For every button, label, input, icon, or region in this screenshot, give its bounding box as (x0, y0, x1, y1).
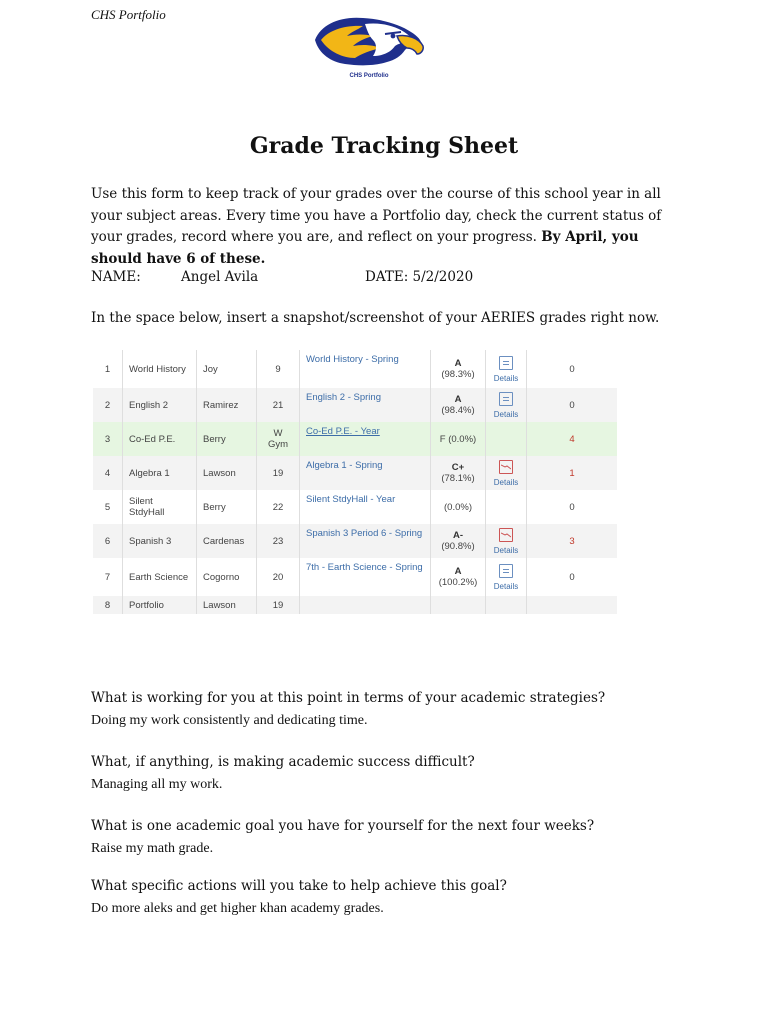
room-cell: 9 (257, 350, 300, 388)
details-link[interactable]: Details (493, 545, 519, 555)
room-cell: 21 (257, 388, 300, 422)
room-cell: 22 (257, 490, 300, 524)
missing-count-cell: 0 (569, 399, 575, 411)
reflection-question: What specific actions will you take to help achieve this goal? (91, 878, 507, 894)
grade-row (93, 558, 617, 596)
gradebook-link[interactable]: Co-Ed P.E. - Year (300, 422, 431, 456)
grade-percent: (78.1%) (441, 473, 475, 484)
mark-cell (431, 422, 486, 456)
grade-letter: A (454, 394, 462, 405)
eagle-logo (311, 10, 427, 80)
logo-caption: CHS Portfolio (349, 73, 389, 79)
screenshot-instruction: In the space below, insert a snapshot/screenshot of your AERIES grades right now. (91, 310, 660, 326)
teacher-cell: Ramirez (197, 388, 257, 422)
details-cell[interactable] (486, 456, 527, 490)
grade-row (93, 596, 617, 614)
missing-count-cell: 3 (569, 535, 575, 547)
gradebook-link[interactable]: Silent StdyHall - Year (300, 490, 431, 524)
teacher-cell: Lawson (197, 596, 257, 614)
teacher-cell: Berry (197, 490, 257, 524)
grade-percent: (0.0%) (444, 501, 472, 513)
course-cell: Algebra 1 (123, 456, 197, 490)
period-cell: 8 (93, 596, 123, 614)
reflection-item (91, 816, 594, 859)
mark-cell (431, 524, 486, 558)
mark-cell (431, 490, 486, 524)
grade-letter: A- (452, 530, 464, 541)
details-cell[interactable] (486, 350, 527, 388)
details-link[interactable]: Details (493, 477, 519, 487)
student-name: Angel Avila (181, 269, 259, 285)
grade-row (93, 524, 617, 558)
room-cell: W Gym (257, 422, 300, 456)
period-cell: 3 (93, 422, 123, 456)
room-cell: 20 (257, 558, 300, 596)
grade-percent: F (0.0%) (439, 433, 477, 445)
course-cell: Earth Science (123, 558, 197, 596)
eagle-logo-graphic (311, 10, 427, 80)
mark-cell (431, 558, 486, 596)
reflection-question: What is one academic goal you have for yourself for the next four weeks? (91, 818, 595, 834)
details-link[interactable]: Details (493, 373, 519, 383)
details-chart-icon[interactable] (499, 528, 513, 542)
intro-bold-text: By April, you should have 6 of these. (91, 229, 639, 267)
mark-cell (431, 388, 486, 422)
period-cell: 6 (93, 524, 123, 558)
reflection-item (91, 876, 507, 919)
date-label: DATE: 5/2/2020 (365, 269, 474, 285)
details-cell[interactable] (486, 388, 527, 422)
missing-count-cell: 0 (569, 363, 575, 375)
teacher-cell: Cogorno (197, 558, 257, 596)
mark-cell (431, 596, 486, 614)
course-cell: Silent StdyHall (123, 490, 197, 524)
details-doc-icon[interactable] (499, 356, 513, 370)
details-cell (486, 422, 527, 456)
details-doc-icon[interactable] (499, 564, 513, 578)
missing-count-cell: 1 (569, 467, 575, 479)
period-cell: 7 (93, 558, 123, 596)
mark-cell (431, 350, 486, 388)
details-link[interactable]: Details (493, 581, 519, 591)
grade-row (93, 388, 617, 422)
details-cell[interactable] (486, 558, 527, 596)
teacher-cell: Berry (197, 422, 257, 456)
period-cell: 2 (93, 388, 123, 422)
details-cell[interactable] (486, 524, 527, 558)
period-cell: 5 (93, 490, 123, 524)
reflection-question: What is working for you at this point in terms of your academic strategies? (91, 690, 606, 706)
grade-row (93, 350, 617, 388)
name-label: NAME: (91, 269, 141, 285)
reflection-answer: Doing my work consistently and dedicating time. (91, 712, 368, 728)
gradebook-link[interactable]: Spanish 3 Period 6 - Spring (300, 524, 431, 558)
gradebook-link[interactable]: Algebra 1 - Spring (300, 456, 431, 490)
room-cell: 23 (257, 524, 300, 558)
gradebook-link[interactable]: World History - Spring (300, 350, 431, 388)
grade-percent: (98.3%) (441, 369, 475, 380)
details-doc-icon[interactable] (499, 392, 513, 406)
intro-text: Use this form to keep track of your grades over the course of this school year in all your subject areas. Every time you have a Portfolio day, check the current status of your grades, record where you are, and reflect on your progress. (91, 186, 662, 245)
grade-row (93, 456, 617, 490)
grade-percent: (90.8%) (441, 541, 475, 552)
grade-percent: (100.2%) (438, 577, 478, 588)
grade-percent: (98.4%) (441, 405, 475, 416)
room-cell: 19 (257, 456, 300, 490)
details-cell (486, 596, 527, 614)
teacher-cell: Lawson (197, 456, 257, 490)
reflection-question: What, if anything, is making academic success difficult? (91, 754, 475, 770)
grade-letter: A (454, 358, 462, 369)
mark-cell (431, 456, 486, 490)
reflection-answer: Raise my math grade. (91, 840, 214, 856)
course-cell: Co-Ed P.E. (123, 422, 197, 456)
missing-count-cell (527, 596, 618, 614)
reflection-answer: Managing all my work. (91, 776, 223, 792)
teacher-cell: Cardenas (197, 524, 257, 558)
missing-count-cell: 0 (569, 501, 575, 513)
reflection-item (91, 752, 475, 795)
reflection-item (91, 688, 605, 731)
header-text: CHS Portfolio (91, 7, 166, 22)
room-cell: 19 (257, 596, 300, 614)
missing-count-cell: 4 (569, 433, 575, 445)
course-cell: Portfolio (123, 596, 197, 614)
missing-count-cell: 0 (569, 571, 575, 583)
gradebook-link[interactable]: 7th - Earth Science - Spring (300, 558, 431, 596)
period-cell: 1 (93, 350, 123, 388)
intro-paragraph (91, 184, 691, 270)
grade-row (93, 422, 617, 456)
grade-letter: A (454, 566, 462, 577)
teacher-cell: Joy (197, 350, 257, 388)
period-cell: 4 (93, 456, 123, 490)
reflection-answer: Do more aleks and get higher khan academy grades. (91, 900, 384, 916)
course-cell: World History (123, 350, 197, 388)
course-cell: Spanish 3 (123, 524, 197, 558)
grade-row (93, 490, 617, 524)
grade-letter: C+ (451, 462, 465, 473)
course-cell: English 2 (123, 388, 197, 422)
details-link[interactable]: Details (493, 409, 519, 419)
page-title: Grade Tracking Sheet (249, 133, 519, 159)
grades-table (93, 350, 617, 614)
gradebook-link[interactable]: English 2 - Spring (300, 388, 431, 422)
details-chart-icon[interactable] (499, 460, 513, 474)
gradebook-link[interactable] (300, 596, 431, 614)
details-cell (486, 490, 527, 524)
